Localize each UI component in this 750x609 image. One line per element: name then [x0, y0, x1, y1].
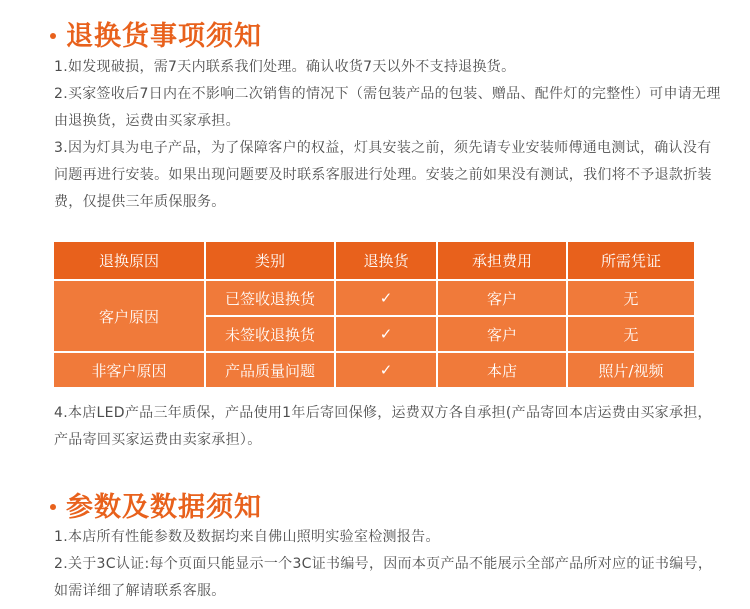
- cell-category: 已签收退换货: [206, 281, 336, 317]
- section-title-text: 退换货事项须知: [66, 21, 262, 52]
- cell-proof: 无: [568, 281, 694, 317]
- header-category: 类别: [206, 242, 336, 281]
- note-item-4: 4.本店LED产品三年质保，产品使用1年后寄回保修，运费双方各自承担(产品寄回本店运费由买家承担，产品寄回买家运费由卖家承担）。: [54, 405, 712, 448]
- table-header-row: [54, 242, 694, 281]
- returns-policy-text: [54, 54, 724, 216]
- section-title-text: 参数及数据须知: [66, 492, 262, 523]
- cell-proof: 照片/视频: [568, 353, 694, 387]
- cell-category: 产品质量问题: [206, 353, 336, 387]
- header-cost: 承担费用: [438, 242, 568, 281]
- cell-return-check-icon: ✓: [336, 281, 438, 317]
- cell-reason: 客户原因: [54, 281, 206, 353]
- table-row: [54, 353, 694, 387]
- cell-cost: 本店: [438, 353, 568, 387]
- returns-table: [54, 242, 694, 387]
- params-item-1: 1.本店所有性能参数及数据均来自佛山照明实验室检测报告。: [54, 529, 440, 545]
- cell-proof: 无: [568, 317, 694, 353]
- table-row: [54, 281, 694, 317]
- header-reason: 退换原因: [54, 242, 206, 281]
- bullet-dot-icon: [50, 33, 56, 39]
- params-text: [54, 524, 724, 605]
- cell-cost: 客户: [438, 281, 568, 317]
- header-proof: 所需凭证: [568, 242, 694, 281]
- policy-item-2: 2.买家签收后7日内在不影响二次销售的情况下（需包装产品的包装、赠品、配件灯的完整性）可申请无理由退换货，运费由买家承担。: [54, 86, 721, 129]
- cell-cost: 客户: [438, 317, 568, 353]
- params-item-2: 2.关于3C认证:每个页面只能显示一个3C证书编号，因而本页产品不能展示全部产品所对应的证书编号，如需详细了解请联系客服。: [54, 556, 713, 599]
- policy-item-1: 1.如发现破损，需7天内联系我们处理。确认收货7天以外不支持退换货。: [54, 59, 516, 75]
- section-title-returns: [50, 14, 262, 53]
- header-return: 退换货: [336, 242, 438, 281]
- cell-return-check-icon: ✓: [336, 317, 438, 353]
- section-title-params: [50, 485, 262, 524]
- cell-category: 未签收退换货: [206, 317, 336, 353]
- bullet-dot-icon: [50, 504, 56, 510]
- warranty-note: [54, 400, 724, 454]
- policy-item-3: 3.因为灯具为电子产品，为了保障客户的权益，灯具安装之前，须先请专业安装师傅通电测试，确认没有问题再进行安装。如果出现问题要及时联系客服进行处理。安装之前如果没有测试，我们将不予退款折装费，仅提供三年质保服务。: [54, 140, 712, 210]
- cell-reason: 非客户原因: [54, 353, 206, 387]
- cell-return-check-icon: ✓: [336, 353, 438, 387]
